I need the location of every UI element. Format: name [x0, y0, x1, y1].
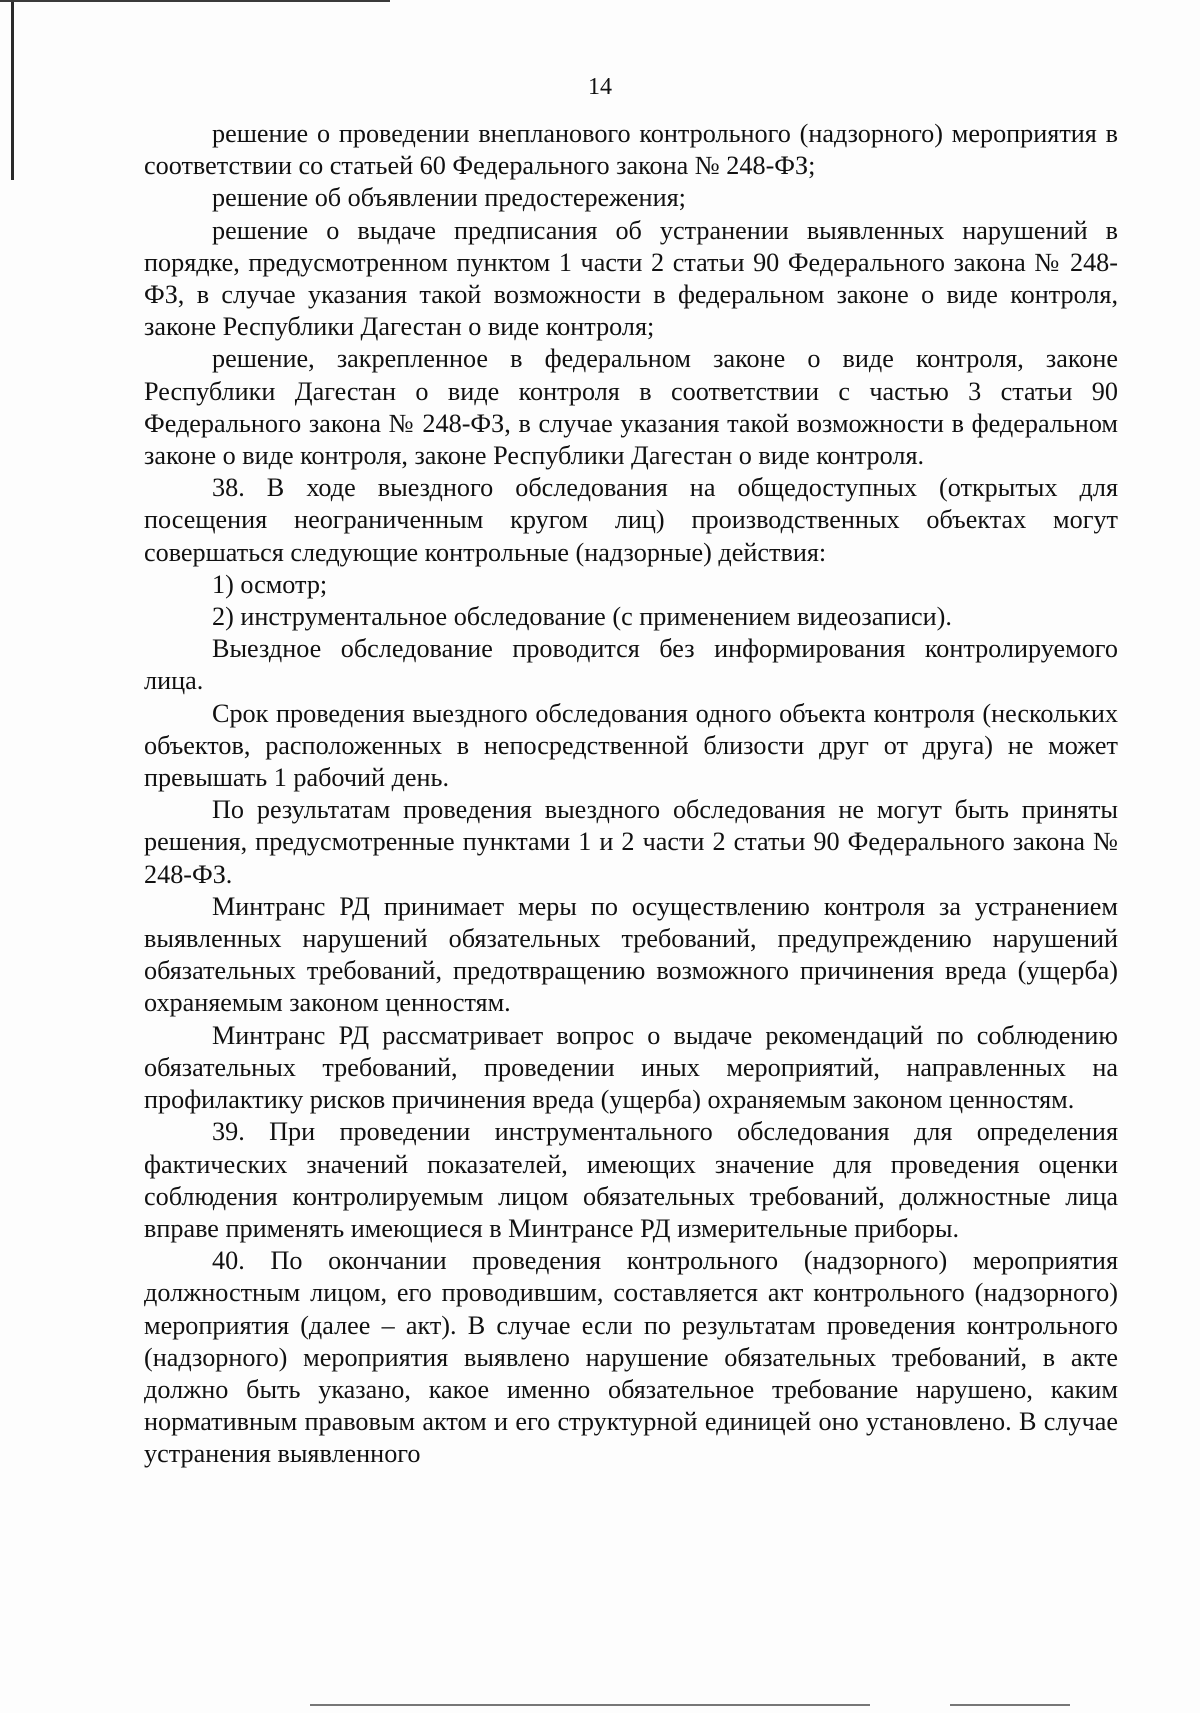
paragraph: Срок проведения выездного обследования одного объекта контроля (нескольких объектов, расположенных в непосредственной близости друг от друга) не может превышать 1 рабочий день.: [144, 698, 1118, 793]
scan-top-edge: [0, 0, 390, 2]
paragraph-item-38: 38. В ходе выездного обследования на общедоступных (открытых для посещения неограниченным кругом лиц) производственных объектах могут совершаться следующие контрольные (надзорные) действия:: [144, 473, 1118, 567]
paragraph: Минтранс РД принимает меры по осуществлению контроля за устранением выявленных нарушений обязательных требований, предупреждению нарушений обязательных требований, предотвращению возможного причинения вреда (ущерба) охраняемым законом ценностям.: [144, 891, 1118, 1018]
scan-bottom-edge-right: [950, 1704, 1070, 1706]
paragraph-item-39: 39. При проведении инструментального обследования для определения фактических значений показателей, имеющих значение для проведения оценки соблюдения контролируемым лицом обязательных требований, должностные лица вправе применять имеющиеся в Минтрансе РД измерительные приборы.: [144, 1117, 1118, 1243]
paragraph: решение, закрепленное в федеральном законе о виде контроля, законе Республики Дагестан о виде контроля в соответствии с частью 3 статьи 90 Федерального закона № 248-ФЗ, в случае указания такой возможности в федеральном законе о виде контроля, законе Республики Дагестан о виде контроля.: [144, 344, 1118, 471]
paragraph: Минтранс РД рассматривает вопрос о выдаче рекомендаций по соблюдению обязательных требований, проведении иных мероприятий, направленных на профилактику рисков причинения вреда (ущерба) охраняемым законом ценностям.: [144, 1020, 1118, 1115]
paragraph: решение о выдаче предписания об устранении выявленных нарушений в порядке, предусмотренном пунктом 1 части 2 статьи 90 Федерального закона № 248-ФЗ, в случае указания такой возможности в федеральном законе о виде контроля, законе Республики Дагестан о виде контроля;: [144, 215, 1118, 342]
paragraph: 2) инструментальное обследование (с применением видеозаписи).: [212, 602, 952, 632]
scan-bottom-edge: [310, 1704, 870, 1706]
paragraph: решение о проведении внепланового контрольного (надзорного) мероприятия в соответствии со статьей 60 Федерального закона № 248-ФЗ;: [144, 119, 1118, 181]
paragraph: Выездное обследование проводится без информирования контролируемого лица.: [144, 634, 1118, 696]
paragraph-item-40: 40. По окончании проведения контрольного (надзорного) мероприятия должностным лицом, его проводившим, составляется акт контрольного (надзорного) мероприятия (далее – акт). В случае если по результатам проведения контрольного (надзорного) мероприятия выявлено нарушение обязательных требований, в акте должно быть указано, какое именно обязательное требование нарушено, каким нормативным правовым актом и его структурной единицей оно установлено. В случае устранения выявленного: [144, 1246, 1118, 1469]
paragraph: 1) осмотр;: [212, 569, 328, 599]
paragraph: решение об объявлении предостережения;: [212, 183, 686, 213]
document-body: [144, 118, 1118, 1471]
paragraph: По результатам проведения выездного обследования не могут быть приняты решения, предусмотренные пунктами 1 и 2 части 2 статьи 90 Федерального закона № 248-ФЗ.: [144, 795, 1118, 889]
page-number: 14: [588, 74, 612, 100]
